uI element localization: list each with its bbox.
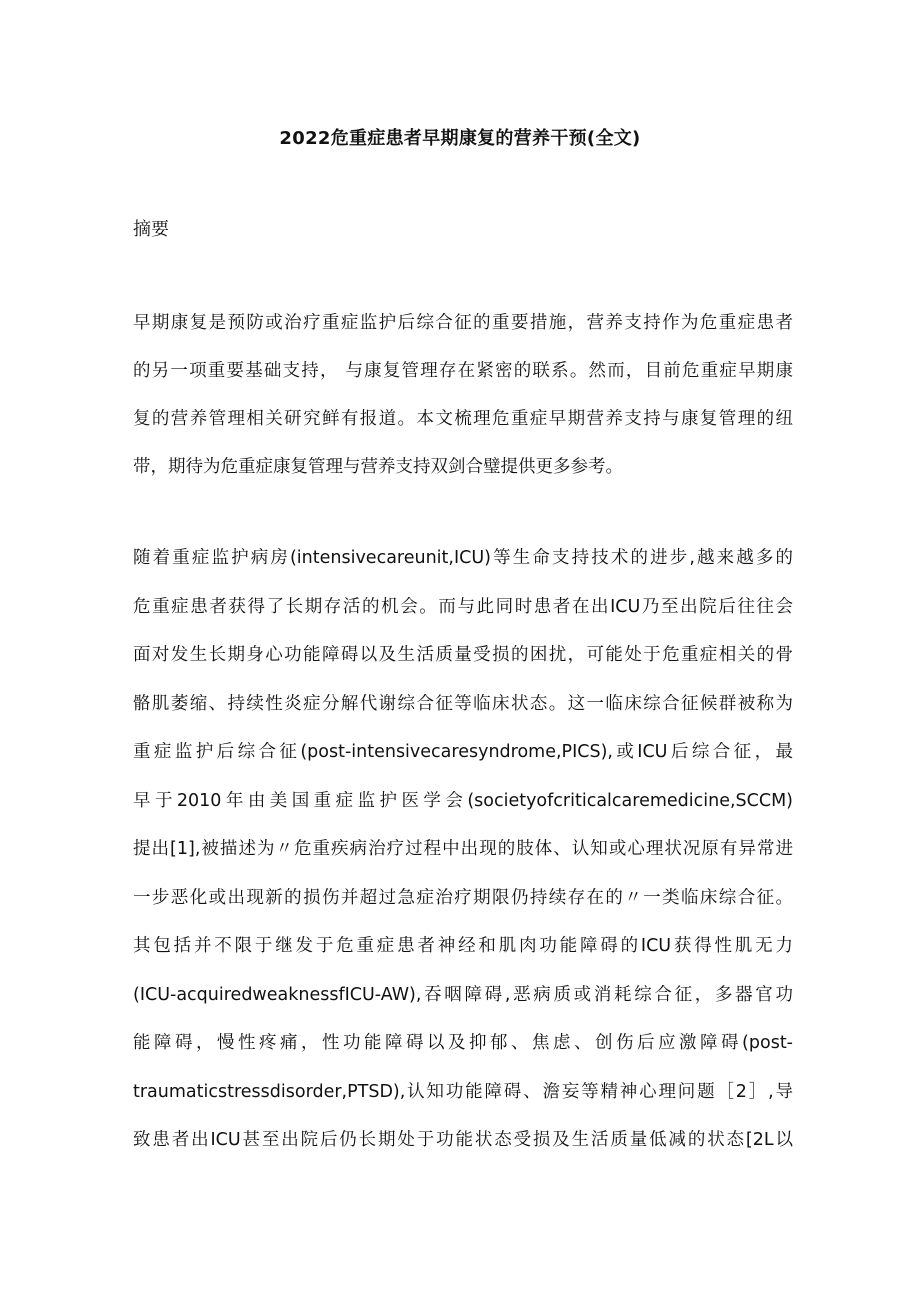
text-line: 早期康复是预防或治疗重症监护后综合征的重要措施，营养支持作为危重症患者 [133, 313, 793, 333]
text-line: 一步恶化或出现新的损伤并超过急症治疗期限仍持续存在的〃一类临床综合征。 [133, 887, 793, 908]
text-line: 面对发生长期身心功能障碍以及生活质量受损的困扰，可能处于危重症相关的骨 [133, 645, 793, 665]
text-line: 复的营养管理相关研究鲜有报道。本文梳理危重症早期营养支持与康复管理的纽 [133, 409, 793, 429]
abstract-paragraph [133, 308, 793, 500]
text-line: 重症监护后综合征(post-intensivecaresyndrome,PICS),或ICU后综合征，最 [133, 742, 793, 762]
text-line: 提出[1],被描述为〃危重疾病治疗过程中出现的肢体、认知或心理状况原有异常进 [133, 839, 793, 859]
text-line: 其包括并不限于继发于危重症患者神经和肌肉功能障碍的ICU获得性肌无力 [133, 936, 793, 956]
document-title: 2022危重症患者早期康复的营养干预(全文) [279, 128, 641, 149]
text-line: 带，期待为危重症康复管理与营养支持双剑合璧提供更多参考。 [133, 457, 623, 477]
text-line: (ICU-acquiredweaknessfICU-AW),吞咽障碍,恶病质或消耗综合征，多器官功 [133, 984, 793, 1005]
text-line: 致患者出ICU甚至出院后仍长期处于功能状态受损及生活质量低减的状态[2L以 [133, 1130, 793, 1150]
text-line: 能障碍，慢性疼痛，性功能障碍以及抑郁、焦虑、创伤后应激障碍(post- [133, 1033, 793, 1053]
text-line: 随着重症监护病房(intensivecareunit,ICU)等生命支持技术的进步,越来越多的 [133, 548, 793, 568]
text-line: 早于2010年由美国重症监护医学会(societyofcriticalcaremedicine,SCCM) [133, 790, 793, 811]
text-line: 骼肌萎缩、持续性炎症分解代谢综合征等临床状态。这一临床综合征候群被称为 [133, 693, 793, 714]
text-line: 危重症患者获得了长期存活的机会。而与此同时患者在出ICU乃至出院后往往会 [133, 596, 793, 617]
body-paragraph [133, 543, 793, 1174]
abstract-heading: 摘要 [133, 219, 169, 240]
text-line: traumaticstressdisorder,PTSD),认知功能障碍、澹妄等精神心理问题［2］,导 [133, 1081, 793, 1102]
text-line: 的另一项重要基础支持， 与康复管理存在紧密的联系。然而，目前危重症早期康 [133, 361, 793, 381]
